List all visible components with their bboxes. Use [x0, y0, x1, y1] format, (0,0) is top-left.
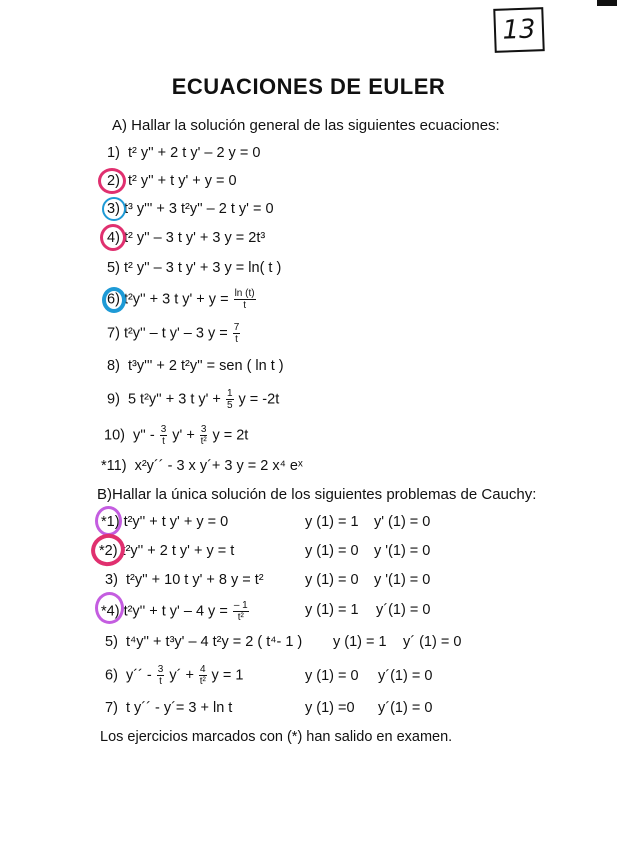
cond-b5-dy: y´ (1) = 0	[403, 634, 462, 650]
section-b-heading: B)Hallar la única solución de los siguientes problemas de Cauchy:	[97, 486, 537, 503]
cond-b3-dy: y '(1) = 0	[374, 572, 431, 588]
cond-b1-y: y (1) = 1	[305, 514, 359, 530]
eq-text: y = -2t	[234, 391, 280, 408]
eq-label: 5)	[107, 260, 120, 276]
eq-text: t²y'' + 10 t y' + 8 y = t²	[125, 572, 264, 588]
eq-a7	[107, 322, 241, 345]
eq-b7	[105, 700, 232, 716]
eq-label: *11)	[101, 458, 127, 474]
cond-b2-dy: y '(1) = 0	[374, 543, 431, 559]
eq-text: 5 t²y'' + 3 t y' +	[127, 391, 225, 408]
cond-b6-dy: y´(1) = 0	[378, 668, 433, 684]
blue-circle-mark	[102, 197, 126, 221]
eq-text: y'' -	[133, 427, 159, 444]
eq-text: y' +	[168, 427, 199, 444]
eq-text: t²y'' + 2 t y' + y = t	[121, 543, 235, 559]
eq-label: 2)	[107, 173, 120, 189]
eq-label: 7)	[105, 700, 118, 716]
cond-b5-y: y (1) = 1	[333, 634, 387, 650]
cond-b3-y: y (1) = 0	[305, 572, 359, 588]
violet-circle-mark	[95, 506, 122, 536]
fraction: $\frac{3}{t}$	[157, 664, 164, 687]
eq-text: x²y´´ - 3 x y´+ 3 y = 2 x⁴ eˣ	[134, 458, 303, 474]
eq-text: t² y'' + t y' + y = 0	[127, 173, 237, 189]
eq-label: *1)	[101, 514, 120, 530]
pink-circle-mark	[100, 224, 126, 251]
eq-text: t²y'' + t y' + y = 0	[123, 514, 229, 530]
eq-text: y = 2t	[208, 427, 249, 444]
eq-text: t² y'' – 3 t y' + 3 y = 2t³	[123, 230, 266, 246]
fraction: $\frac{3}{\text{t²}}$	[200, 424, 207, 447]
eq-label: 3)	[105, 572, 118, 588]
eq-b3	[105, 572, 264, 588]
eq-label: 1)	[107, 145, 120, 161]
cond-b4-y: y (1) = 1	[305, 602, 359, 618]
fraction: $\frac{7}{t}$	[233, 322, 240, 345]
eq-label: *2)	[99, 543, 118, 559]
eq-label: 9)	[107, 391, 120, 408]
cond-b7-y: y (1) =0	[305, 700, 355, 716]
fraction: $\frac{1}{5}$	[226, 388, 233, 411]
eq-label: 10)	[104, 427, 125, 444]
eq-text: y´ +	[165, 667, 198, 684]
eq-a9	[107, 388, 279, 411]
eq-label: 6)	[105, 667, 118, 684]
eq-text: t² y'' – 3 t y' + 3 y = ln( t )	[123, 260, 282, 276]
cond-b7-dy: y´(1) = 0	[378, 700, 433, 716]
eq-text: t²y'' – t y' – 3 y =	[123, 325, 232, 342]
violet-circle-mark	[95, 592, 124, 624]
page-title: ECUACIONES DE EULER	[171, 74, 446, 99]
eq-text: y = 1	[207, 667, 244, 684]
eq-a3	[107, 201, 274, 217]
page-number: 13	[493, 7, 545, 53]
eq-text: t³ y''' + 3 t²y'' – 2 t y' = 0	[123, 201, 274, 217]
eq-a10	[104, 424, 248, 447]
eq-label: *4)	[101, 603, 120, 620]
cond-b6-y: y (1) = 0	[305, 668, 359, 684]
cond-b2-y: y (1) = 0	[305, 543, 359, 559]
eq-label: 7)	[107, 325, 120, 342]
eq-a5	[107, 260, 281, 276]
pink-circle-mark	[87, 530, 129, 571]
eq-text: t³y''' + 2 t²y'' = sen ( ln t )	[127, 358, 284, 374]
eq-a8	[107, 358, 284, 374]
cond-b1-dy: y' (1) = 0	[374, 514, 431, 530]
eq-a6	[107, 288, 257, 311]
eq-label: 8)	[107, 358, 120, 374]
eq-label: 5)	[105, 634, 118, 650]
eq-a4	[107, 230, 265, 246]
eq-a11	[101, 458, 303, 474]
eq-label: 6)	[107, 291, 120, 308]
footer-note: Los ejercicios marcados con (*) han salido en examen.	[100, 729, 453, 745]
eq-text: t⁴y'' + t³y' – 4 t²y = 2 ( t⁴- 1 )	[125, 634, 303, 650]
cond-b4-dy: y´(1) = 0	[376, 602, 431, 618]
blue-circle-mark	[102, 287, 126, 313]
fraction: $\frac{\ln (t)}{t}$	[234, 288, 255, 311]
eq-text: t²y'' + t y' – 4 y =	[123, 603, 232, 620]
eq-a1	[107, 145, 260, 161]
eq-b5	[105, 634, 302, 650]
eq-a2	[107, 173, 237, 189]
eq-text: y´´ -	[125, 667, 156, 684]
eq-text: t²y'' + 3 t y' + y =	[123, 291, 233, 308]
eq-label: 4)	[107, 230, 120, 246]
pink-circle-mark	[98, 168, 126, 194]
eq-text: t² y'' + 2 t y' – 2 y = 0	[127, 145, 261, 161]
section-a-heading: A) Hallar la solución general de las siguientes ecuaciones:	[112, 117, 500, 134]
fraction: $\frac{3}{t}$	[160, 424, 167, 447]
fraction: $\frac{4}{\text{t²}}$	[199, 664, 206, 687]
fraction: $\frac{- 1}{\text{t²}}$	[233, 600, 248, 623]
eq-label: 3)	[107, 201, 120, 217]
eq-text: t y´´ - y´= 3 + ln t	[125, 700, 233, 716]
eq-b6	[105, 664, 243, 687]
corner-mark	[597, 0, 617, 6]
